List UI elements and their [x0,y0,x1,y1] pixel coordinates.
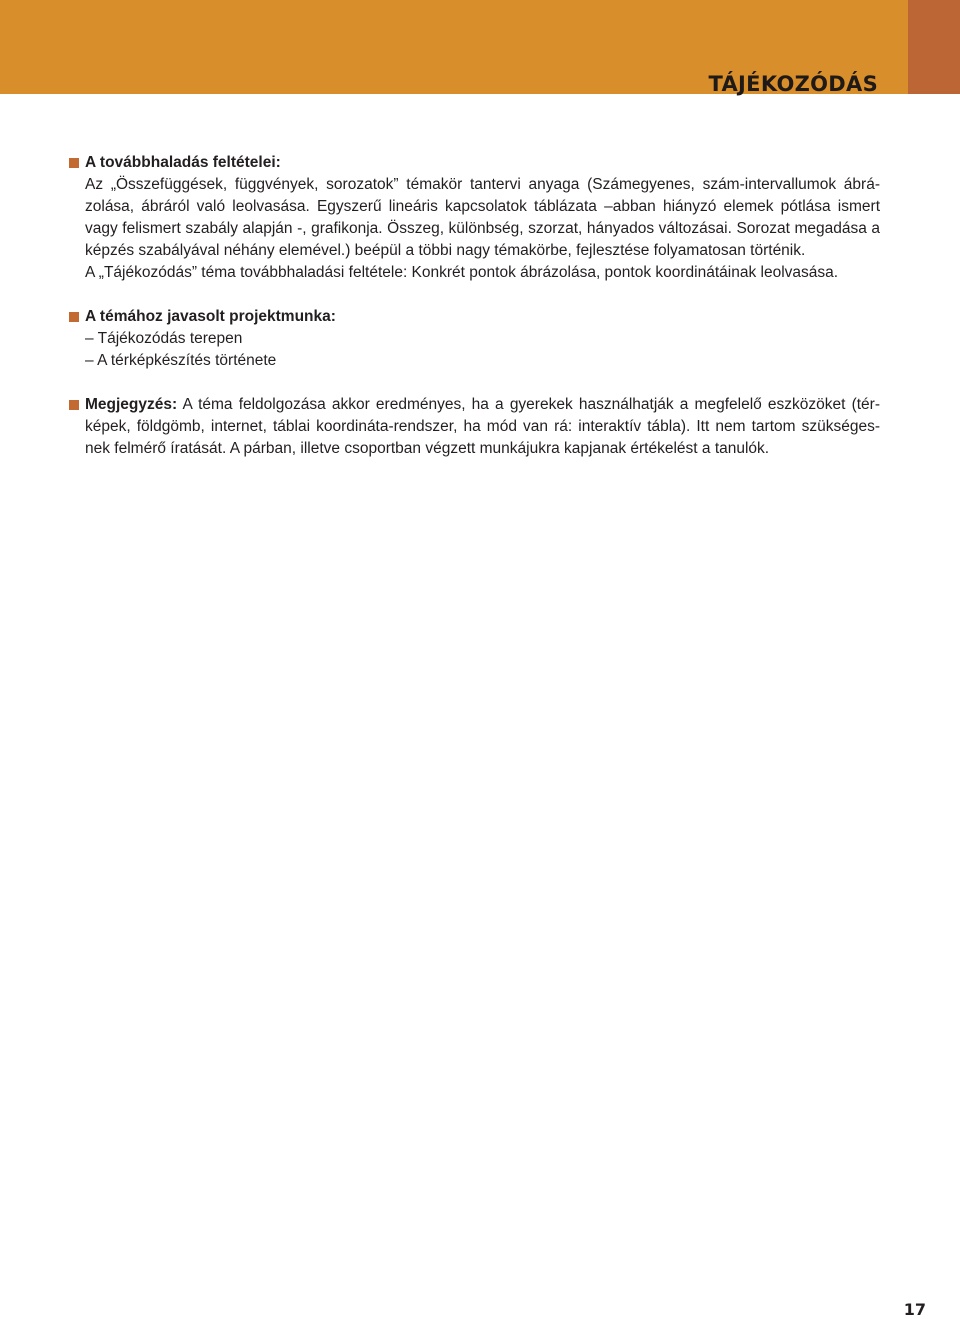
paragraph-line: nek felmérő íratását. A párban, illetve csoportban végzett munkájukra kapjanak értékelést a tanulók. [85,440,770,457]
header-corner-accent [908,0,960,94]
square-bullet-icon [69,158,79,168]
paragraph-line: Az „Összefüggések, függvények, sorozatok” témakör tantervi anyaga (Számegyenes, szám-intervallumok ábrá- [85,176,880,193]
paragraph-line [85,394,880,416]
square-bullet-icon [69,312,79,322]
square-bullet-icon [69,400,79,410]
paragraph-line: zolása, ábráról való leolvasása. Egyszerű lineáris kapcsolatok táblázata –abban hiányzó elemek pótlása ismert [85,198,880,215]
paragraph-line: A „Tájékozódás” téma továbbhaladási feltétele: Konkrét pontok ábrázolása, pontok koordinátáinak leolvasása. [85,264,839,281]
section-note [85,394,880,460]
list-item: – Tájékozódás terepen [85,330,243,347]
main-content [85,152,880,482]
page-number: 17 [903,1300,926,1319]
paragraph-line: vagy felismert szabály alapján -, grafikonja. Összeg, különbség, szorzat, hányados változásai. Sorozat megadása a [85,220,880,237]
list-item: – A térképkészítés története [85,352,277,369]
note-label: Megjegyzés: [85,396,178,413]
section-projects [85,306,880,372]
paragraph-line: képek, földgömb, internet, táblai koordináta-rendszer, ha mód van rá: interaktív tábla). Itt nem tartom szükséges- [85,418,880,435]
paragraph-line: képzés szabályával néhány elemével.) beépül a többi nagy témakörbe, fejlesztése folyamatosan történik. [85,242,806,259]
page-title: TÁJÉKOZÓDÁS [708,72,878,96]
section-prerequisites [85,152,880,284]
note-text: A téma feldolgozása akkor eredményes, ha a gyerekek használhatják a megfelelő eszközöket (tér- [177,396,880,413]
section-heading: A témához javasolt projektmunka: [85,308,336,325]
section-heading: A továbbhaladás feltételei: [85,154,281,171]
